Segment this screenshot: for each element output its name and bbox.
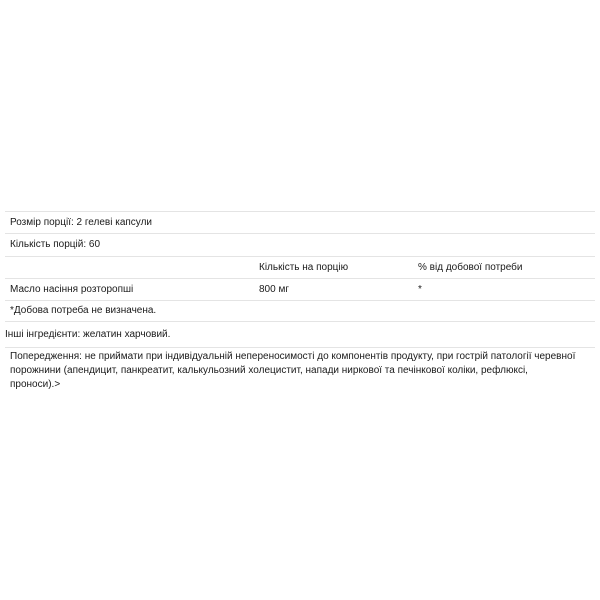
footnote-row (5, 301, 595, 322)
table-row (5, 279, 595, 301)
ingredient-amount: 800 мг (259, 284, 289, 295)
serving-size-row (5, 211, 595, 234)
ingredient-name: Масло насіння розторопші (10, 284, 134, 295)
supplement-facts-table (5, 211, 595, 348)
warning-text (10, 350, 590, 392)
warning-line-2: порожнини (апендицит, панкреатит, калькульозний холецистит, напади ниркової та печінкової коліки, рефлюксі, (10, 365, 528, 376)
servings-per-container-text: Кількість порцій: 60 (10, 239, 101, 250)
warning-line-1: Попередження: не приймати при індивідуальній непереносимості до компонентів продукту, при гострій патології черевної (10, 351, 576, 362)
warning-line-3: проноси).> (10, 379, 61, 390)
other-ingredients-text: Інші інгредієнти: желатин харчовий. (5, 329, 171, 340)
other-ingredients-row (5, 322, 595, 348)
ingredient-daily-value: * (418, 284, 422, 295)
amount-per-serving-header: Кількість на порцію (259, 262, 349, 273)
servings-per-container-row (5, 234, 595, 257)
daily-value-header: % від добової потреби (418, 262, 523, 273)
daily-value-footnote: *Добова потреба не визначена. (10, 305, 157, 316)
table-header-row (5, 257, 595, 279)
serving-size-text: Розмір порції: 2 гелеві капсули (10, 217, 153, 228)
